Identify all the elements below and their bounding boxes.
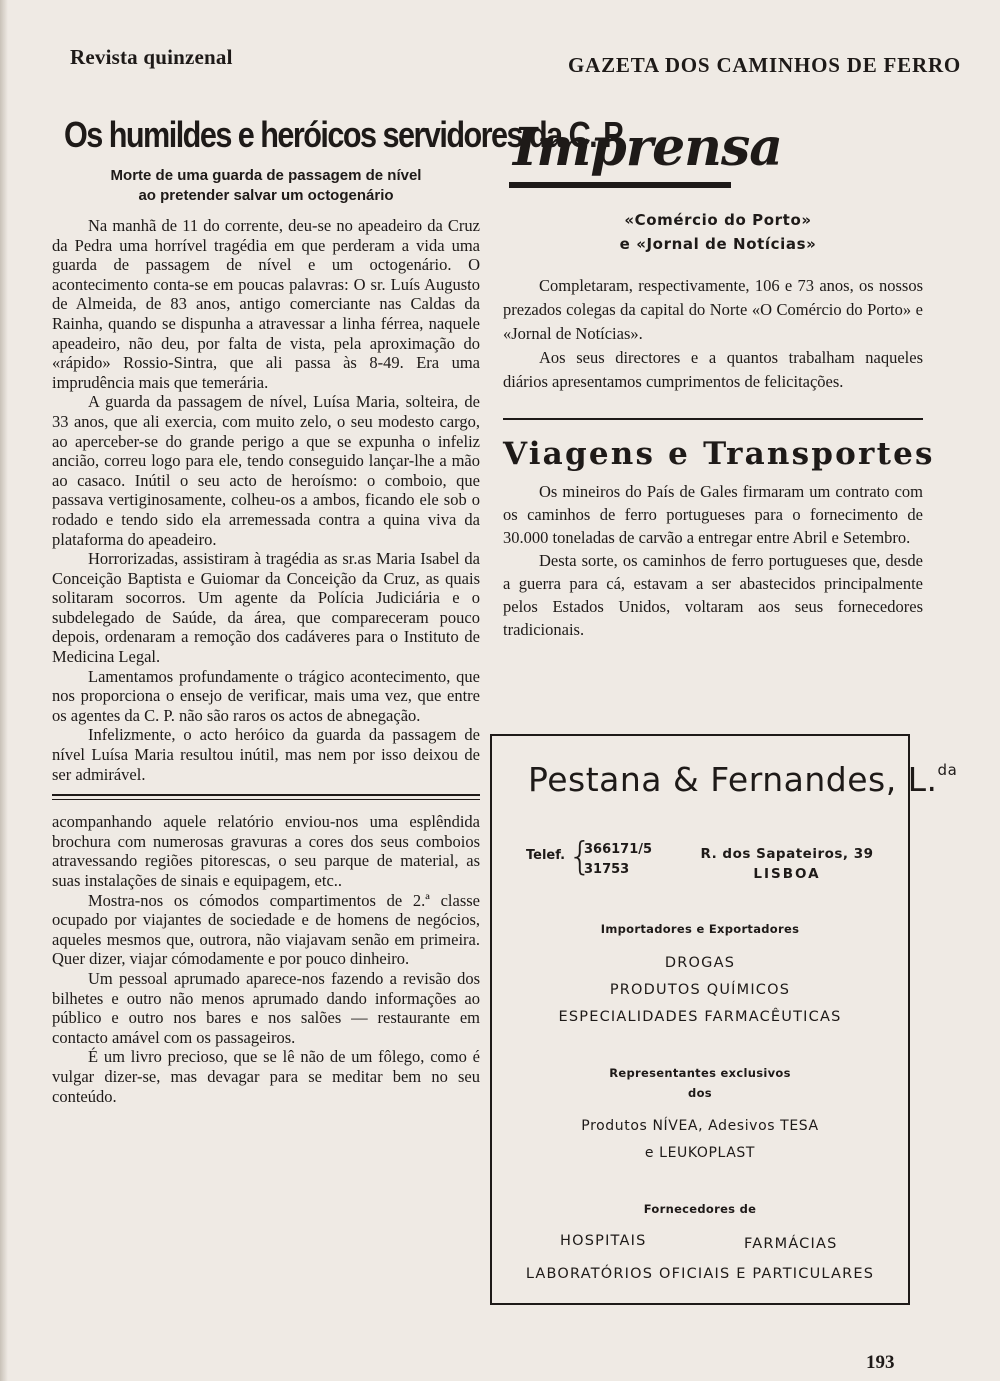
running-header-right: GAZETA DOS CAMINHOS DE FERRO — [568, 53, 962, 77]
article-paragraph: Horrorizadas, assistiram à tragédia as sr.as Maria Isabel da Conceição Baptista e Guiomar da Conceição da Cruz, as quais solitaram socorros. Um agente da Polícia Judiciária e o subdelegado de Saúde, da área, que compareceram pouco depois, ordenaram a remoção dos cadáveres para o Instituto de Medicina Legal. — [52, 549, 480, 667]
article-subtitle — [52, 166, 480, 206]
ad-product: PRODUTOS QUÍMICOS — [609, 982, 791, 998]
continued-paragraph: acompanhando aquele relatório enviou-nos uma esplêndida brochura com numerosas gravuras a cores dos seus comboios atravessando regiões pitorescas, o seu parque de material, as suas instalações de sinais e equipagem, etc.. — [52, 812, 480, 890]
article-paragraph: Lamentamos profundamente o trágico acontecimento, que nos proporciona o ensejo de verificar, mais uma vez, que entre os agentes da C. P. não são raros os actos de abnegação. — [52, 666, 480, 725]
ad-brands: Produtos NÍVEA, Adesivos TESA — [581, 1118, 819, 1134]
ad-product: DROGAS — [664, 955, 736, 971]
ad-telef-label: Telef. — [526, 848, 566, 863]
imprensa-subtitle — [513, 208, 923, 256]
article-paragraph: Na manhã de 11 do corrente, deu-se no apeadeiro da Cruz da Pedra uma horrível tragédia em que perderam a vida uma guarda de passagem de nível e um octogenário. O acontecimento conta-se em poucas palavras: O sr. Luís Augusto de Almeida, de 83 anos, antigo comerciante nas Caldas da Rainha, quando se dispunha a atravessar a linha férrea, naquele apeadeiro, não deu, por falta de vista, pela aproximação do «rápido» Rossio-Sintra, que ali passa às 8-49. Era uma imprudência mais que temerária. — [52, 216, 480, 392]
brace-glyph: { — [568, 834, 593, 878]
section-divider — [52, 794, 480, 800]
ad-representatives-dos: dos — [688, 1086, 712, 1100]
right-column — [503, 117, 935, 641]
imprensa-paragraph: Aos seus directores e a quantos trabalham naqueles diários apresentamos cumprimentos de felicitações. — [503, 348, 923, 391]
ad-client: HOSPITAIS — [560, 1233, 647, 1249]
ad-suppliers-label: Fornecedores de — [643, 1202, 757, 1216]
imprensa-subtitle-line1: «Comércio do Porto» — [624, 211, 812, 229]
viagens-heading: Viagens e Transportes — [503, 436, 935, 472]
ad-phone: 366171/5 — [584, 842, 653, 857]
continued-paragraph: É um livro precioso, que se lê não de um fôlego, como é vulgar dizer-se, mas devagar para se meditar bem no seu conteúdo. — [52, 1047, 480, 1106]
ad-company-text: Pestana & Fernandes, L. — [528, 760, 938, 799]
ad-address-street: R. dos Sapateiros, 39 — [700, 846, 874, 862]
imprensa-paragraph: Completaram, respectivamente, 106 e 73 anos, os nossos prezados colegas da capital do Norte «O Comércio do Porto» e «Jornal de Notícias». — [503, 276, 923, 343]
viagens-paragraph: Desta sorte, os caminhos de ferro portugueses que, desde a guerra para cá, estavam a ser abastecidos principalmente pelos Estados Unidos, voltaram aos seus fornecedores tradicionais. — [503, 551, 923, 639]
page-number: 193 — [866, 1352, 895, 1373]
continued-paragraph: Um pessoal aprumado aparece-nos fazendo a revisão dos bilhetes e outro não menos aprumado dando informações ao público e outro nos bares e nos salões — restaurante em contacto amável com os passageiros. — [52, 968, 480, 1047]
ad-product: ESPECIALIDADES FARMACÊUTICAS — [558, 1009, 842, 1025]
running-header-left: Revista quinzenal — [70, 45, 233, 69]
advertisement-box — [490, 734, 958, 1305]
ad-activity: Importadores e Exportadores — [600, 922, 800, 936]
article-subtitle-line2: ao pretender salvar um octogenário — [138, 187, 394, 204]
continued-paragraph: Mostra-nos os cómodos compartimentos de 2.ª classe ocupado por viajantes de sociedade e de homens de negócios, aqueles mesmos que, outrora, não viajavam senão em primeira. Quer dizer, viajar cómodamente e por pouco dinheiro. — [52, 890, 480, 969]
section-divider — [503, 418, 923, 420]
imprensa-underline — [509, 182, 731, 188]
ad-brands: e LEUKOPLAST — [644, 1145, 756, 1161]
article-subtitle-line1: Morte de uma guarda de passagem de nível — [110, 167, 422, 184]
ad-company-name — [528, 760, 957, 799]
article-paragraph: A guarda da passagem de nível, Luísa Maria, solteira, de 33 anos, que ali exercia, com muito zelo, o seu modesto cargo, ao aperceber-se do grande perigo a que se expunha o infeliz ancião, correu logo para ele, tendo conseguido lançar-lhe a mão ao casaco. Inútil o seu acto de heroísmo: o comboio, que passava vertiginosamente, colheu-os a ambos, ficando ele sob o rodado e tendo sido ela arremessada contra a quina viva da plataforma do apeadeiro. — [52, 392, 480, 549]
ad-client: FARMÁCIAS — [744, 1236, 838, 1252]
page-edge-shadow — [0, 0, 8, 1381]
ad-company-suffix: da — [937, 761, 958, 779]
ad-representatives: Representantes exclusivos — [609, 1066, 791, 1080]
imprensa-subtitle-line2: e «Jornal de Notícias» — [619, 235, 817, 253]
viagens-paragraph: Os mineiros do País de Gales firmaram um contrato com os caminhos de ferro portugueses para o fornecimento de 30.000 toneladas de carvão a entregar entre Abril e Setembro. — [503, 482, 923, 547]
ad-address-city: LISBOA — [753, 866, 821, 882]
imprensa-heading: Imprensa — [513, 117, 782, 178]
ad-phone: 31753 — [584, 862, 630, 877]
ad-client: LABORATÓRIOS OFICIAIS E PARTICULARES — [525, 1266, 875, 1282]
article-paragraph: Infelizmente, o acto heróico da guarda da passagem de nível Luísa Maria resultou inútil, mas nem por isso deixou de ser admirável. — [52, 725, 480, 784]
article-title: Os humildes e heróicos servidores da C. P. — [64, 114, 626, 155]
